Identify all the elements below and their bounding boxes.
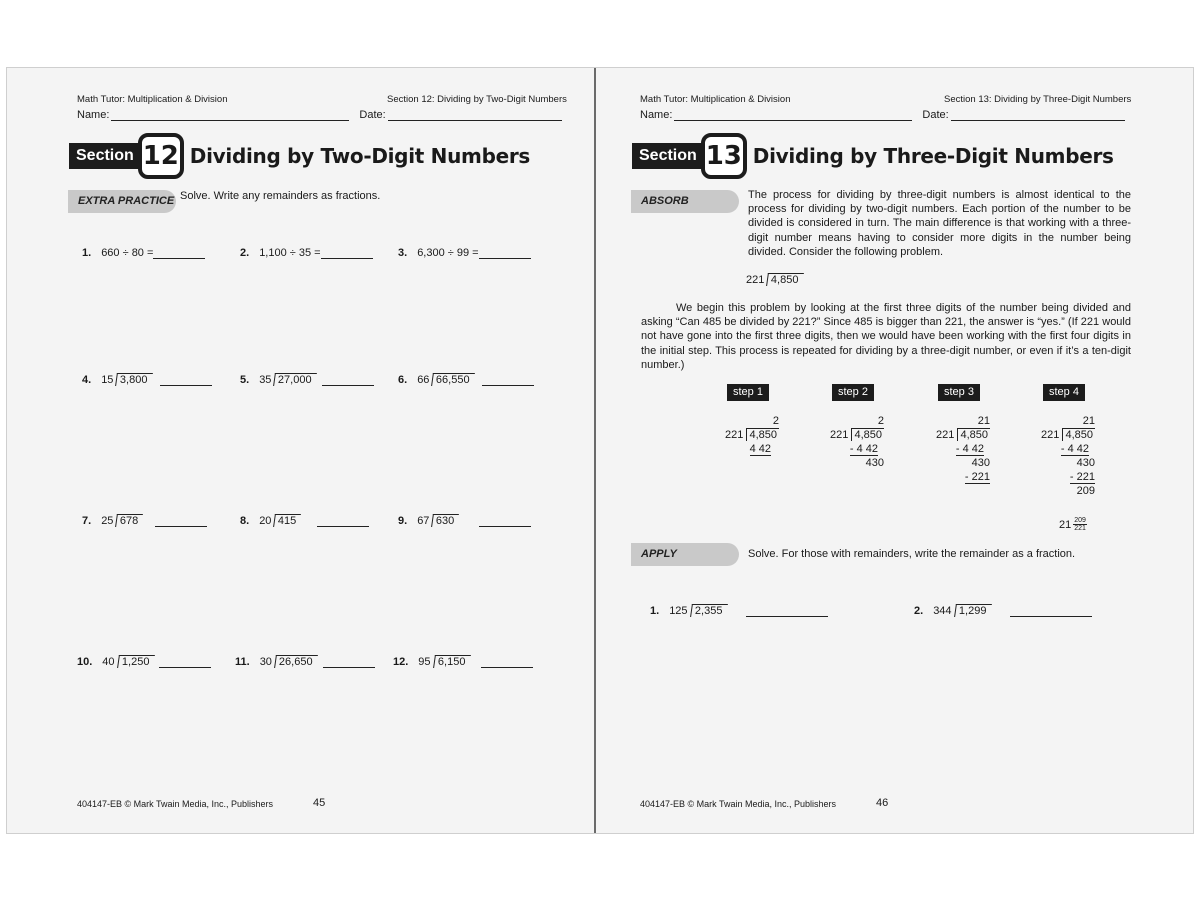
answer-blank (479, 516, 531, 527)
name-field (640, 109, 1125, 121)
section-word: Section (69, 143, 156, 169)
problem-number: 5. (240, 374, 250, 386)
answer-whole: 21 (1059, 518, 1072, 531)
section-heading (632, 133, 1114, 179)
date-blank (388, 110, 562, 121)
divisor: 221 (1041, 429, 1060, 441)
subtract-line: - 4 42 (1060, 443, 1089, 455)
problem-9 (398, 514, 531, 527)
problem-5 (240, 373, 374, 386)
answer-blank (746, 606, 828, 617)
running-header-left: Math Tutor: Multiplication & Division (640, 94, 791, 105)
divisor: 221 (746, 274, 765, 286)
long-division (101, 373, 152, 386)
section-number: 13 (701, 133, 747, 179)
answer-fraction (1073, 517, 1087, 532)
problem-3 (398, 247, 531, 259)
remainder-line: 430 (971, 457, 990, 469)
quotient: 21 (977, 415, 990, 427)
divisor: 25 (101, 515, 114, 527)
long-division (260, 655, 317, 668)
divisor: 344 (933, 605, 952, 617)
divisor: 30 (259, 656, 272, 668)
name-blank (111, 110, 349, 121)
long-division (418, 655, 469, 668)
step-4-label: step 4 (1043, 384, 1085, 401)
section-title: Dividing by Three-Digit Numbers (752, 144, 1114, 168)
answer-blank (160, 375, 212, 386)
problem-number: 2. (914, 605, 924, 617)
step-2-label: step 2 (832, 384, 874, 401)
quotient: 21 (1082, 415, 1095, 427)
long-division (102, 655, 153, 668)
right-page (596, 68, 1193, 833)
apply-problem-1 (650, 604, 828, 617)
problem-expression: 1,100 ÷ 35 = (259, 247, 321, 259)
apply-instructions: Solve. For those with remainders, write the remainder as a fraction. (748, 548, 1076, 560)
dividend: 1,299 (958, 605, 987, 617)
divisor: 67 (417, 515, 430, 527)
dividend: 415 (278, 515, 297, 527)
problem-6 (398, 373, 534, 386)
long-division (259, 514, 301, 527)
problem-number: 4. (82, 374, 92, 386)
remainder-line: 430 (865, 457, 884, 469)
denominator: 221 (1074, 525, 1086, 532)
subtract-line: - 4 42 (849, 443, 878, 455)
final-answer (1059, 517, 1087, 532)
running-header-left: Math Tutor: Multiplication & Division (77, 94, 228, 105)
subtract-line: - 221 (1069, 471, 1095, 483)
problem-number: 8. (240, 515, 250, 527)
problem-number: 12. (393, 656, 409, 668)
dividend: 4,850 (771, 274, 799, 286)
division-line (719, 428, 779, 442)
long-division (101, 514, 143, 527)
answer-blank (317, 516, 369, 527)
answer-blank (321, 248, 373, 259)
divisor: 40 (102, 656, 115, 668)
long-division (259, 373, 316, 386)
name-blank (674, 110, 912, 121)
problem-number: 1. (650, 605, 660, 617)
answer-blank (479, 248, 531, 259)
date-label: Date: (359, 109, 386, 121)
long-division (746, 273, 803, 286)
divisor: 221 (936, 429, 955, 441)
dividend: 26,650 (278, 656, 313, 668)
name-label: Name: (640, 109, 673, 121)
example-problem (746, 273, 803, 286)
divisor: 125 (669, 605, 688, 617)
explanation-paragraph: We begin this problem by looking at the first three digits of the number being divided and asking “Can 485 be divided by 221?” Since 485 is bigger than 221, the answer is “yes.” (If 221 would not have gone into the first three digits, then we would have been working with the first four digits in the initial step. This process is repeated for dividing by a three-digit number, or even if it’s a ten-digit number.) (641, 302, 1131, 371)
problem-12 (393, 655, 533, 668)
step-3-work (930, 414, 990, 484)
apply-label: APPLY (631, 543, 739, 566)
divisor: 66 (417, 374, 430, 386)
divisor: 95 (418, 656, 431, 668)
problem-7 (82, 514, 207, 527)
section-number: 12 (138, 133, 184, 179)
dividend: 678 (120, 515, 139, 527)
subtract-line: 4 42 (749, 443, 771, 455)
answer-blank (322, 375, 374, 386)
problem-number: 11. (235, 656, 250, 668)
long-division (417, 514, 459, 527)
dividend: 4,850 (957, 428, 990, 441)
problem-10 (77, 655, 211, 668)
dividend: 66,550 (436, 374, 471, 386)
long-division (417, 373, 474, 386)
dividend: 4,850 (851, 428, 884, 441)
problem-expression: 6,300 ÷ 99 = (417, 247, 479, 259)
workbook-spread (6, 67, 1194, 834)
absorb-paragraph: The process for dividing by three-digit numbers is almost identical to the process for dividing by two-digit numbers. Each portion of the number to be divided is considered in turn. The main difference is that working with a three-digit number means having to consider more digits in the number being divided. Consider the following problem. (748, 189, 1131, 258)
problem-1 (82, 247, 205, 259)
answer-blank (155, 516, 207, 527)
problem-number: 9. (398, 515, 408, 527)
page-number: 45 (313, 797, 326, 809)
running-header-right: Section 12: Dividing by Two-Digit Numbers (387, 94, 567, 105)
page-number: 46 (876, 797, 889, 809)
problem-number: 2. (240, 247, 250, 259)
section-title: Dividing by Two-Digit Numbers (189, 144, 531, 168)
name-label: Name: (77, 109, 110, 121)
step-1-label: step 1 (727, 384, 769, 401)
step-4-work (1035, 414, 1095, 498)
divisor: 15 (101, 374, 114, 386)
dividend: 4,850 (746, 428, 779, 441)
problem-number: 10. (77, 656, 93, 668)
left-page (7, 68, 595, 833)
long-division (933, 604, 990, 617)
subtract-line: - 221 (964, 471, 990, 483)
numerator: 209 (1074, 517, 1086, 524)
problem-11 (235, 655, 375, 668)
answer-blank (159, 657, 211, 668)
page-footer: 404147-EB © Mark Twain Media, Inc., Publishers (640, 799, 837, 809)
problem-4 (82, 373, 212, 386)
answer-blank (1010, 606, 1092, 617)
section-heading (69, 133, 530, 179)
quotient: 2 (877, 415, 884, 427)
dividend: 4,850 (1062, 428, 1095, 441)
step-3-label: step 3 (938, 384, 980, 401)
problem-number: 1. (82, 247, 92, 259)
answer-blank (481, 657, 533, 668)
page-footer: 404147-EB © Mark Twain Media, Inc., Publishers (77, 799, 274, 809)
problem-number: 7. (82, 515, 92, 527)
subtract-line: - 4 42 (955, 443, 984, 455)
remainder-line: 430 (1076, 457, 1095, 469)
problem-number: 6. (398, 374, 408, 386)
quotient: 2 (772, 415, 779, 427)
dividend: 1,250 (121, 656, 150, 668)
section-word: Section (632, 143, 719, 169)
division-line (1035, 428, 1095, 442)
divisor: 221 (725, 429, 744, 441)
dividend: 6,150 (437, 656, 466, 668)
answer-blank (323, 657, 375, 668)
divisor: 20 (259, 515, 272, 527)
dividend: 2,355 (694, 605, 723, 617)
remainder-line: 209 (1076, 485, 1095, 497)
dividend: 3,800 (120, 374, 148, 386)
date-blank (951, 110, 1125, 121)
instructions: Solve. Write any remainders as fractions. (180, 190, 381, 202)
dividend: 630 (436, 515, 455, 527)
date-label: Date: (922, 109, 949, 121)
divisor: 221 (830, 429, 849, 441)
dividend: 27,000 (278, 374, 313, 386)
step-1-work (719, 414, 779, 456)
name-field (77, 109, 562, 121)
division-line (930, 428, 990, 442)
long-division (669, 604, 726, 617)
problem-8 (240, 514, 369, 527)
step-2-work (824, 414, 884, 470)
problem-number: 3. (398, 247, 408, 259)
answer-blank (482, 375, 534, 386)
running-header-right: Section 13: Dividing by Three-Digit Numbers (944, 94, 1132, 105)
divisor: 35 (259, 374, 272, 386)
extra-practice-label: EXTRA PRACTICE (68, 190, 176, 213)
answer-blank (153, 248, 205, 259)
problem-expression: 660 ÷ 80 = (101, 247, 154, 259)
absorb-label: ABSORB (631, 190, 739, 213)
apply-problem-2 (914, 604, 1092, 617)
problem-2 (240, 247, 373, 259)
division-line (824, 428, 884, 442)
